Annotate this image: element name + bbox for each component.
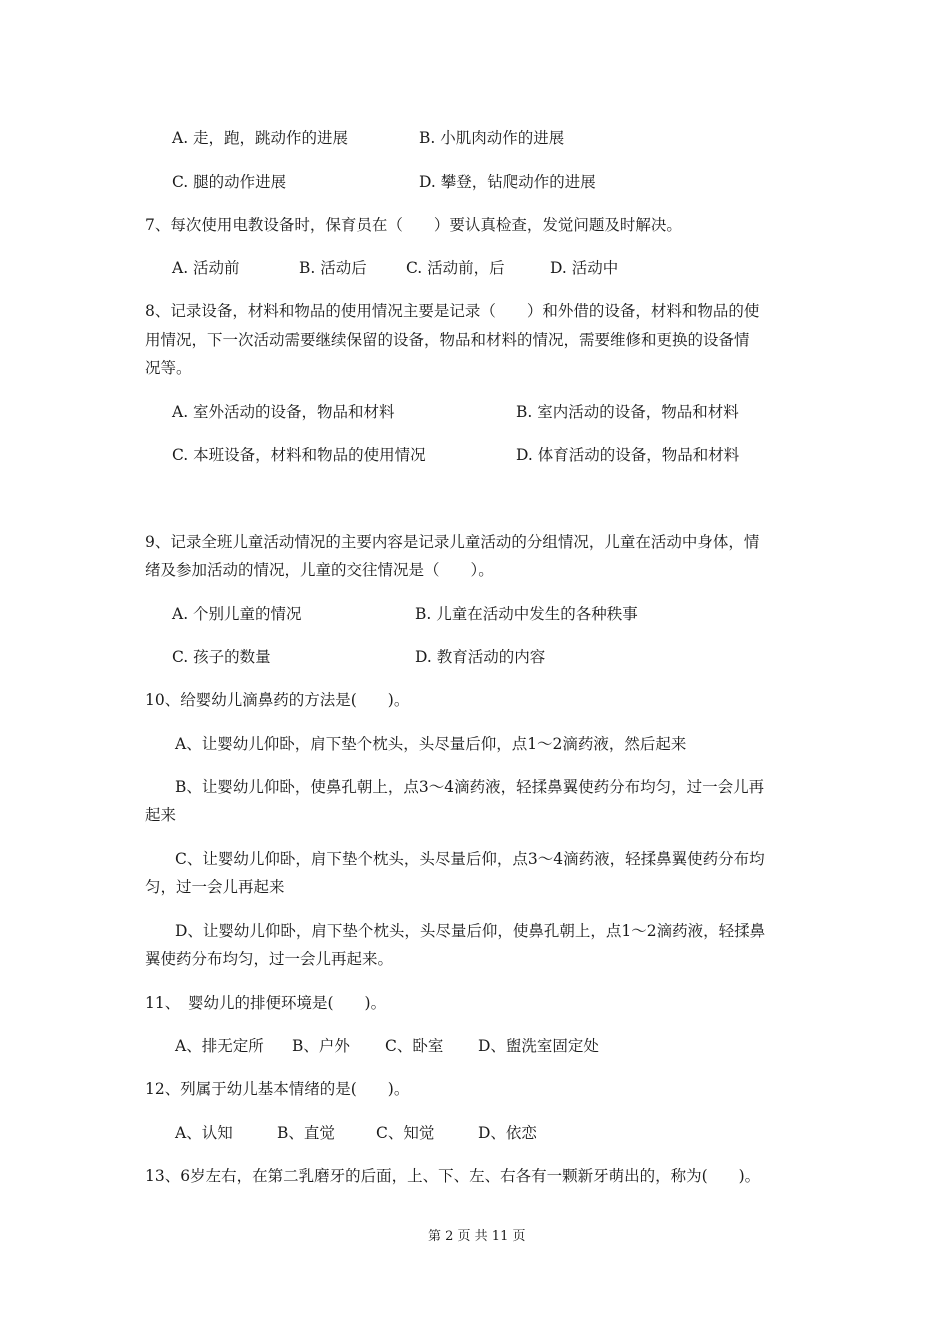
q8-question-line2: 用情况，下一次活动需要继续保留的设备，物品和材料的情况，需要维修和更换的设备情 [145,331,750,349]
q7-option-b: B. 活动后 [299,259,367,277]
q11-option-d: D、盥洗室固定处 [478,1037,599,1055]
q7-question: 7、每次使用电教设备时，保育员在（ ）要认真检查，发觉问题及时解决。 [145,216,682,234]
q8-option-b: B. 室内活动的设备，物品和材料 [516,403,739,421]
q9-question-line1: 9、记录全班儿童活动情况的主要内容是记录儿童活动的分组情况，儿童在活动中身体，情 [145,533,760,551]
page-footer: 第 2 页 共 11 页 [428,1229,526,1244]
q7-option-c: C. 活动前，后 [406,259,505,277]
q11-option-c: C、卧室 [385,1037,444,1055]
q8-option-a: A. 室外活动的设备，物品和材料 [172,403,395,421]
q11-question: 11、 婴幼儿的排便环境是( )。 [145,994,387,1012]
q8-option-c: C. 本班设备，材料和物品的使用情况 [172,446,426,464]
q12-option-d: D、依恋 [478,1124,537,1142]
q10-option-c-line2: 匀，过一会儿再起来 [145,878,285,896]
q8-question-line1: 8、记录设备，材料和物品的使用情况主要是记录（ ）和外借的设备，材料和物品的使 [145,302,760,320]
q12-option-b: B、直觉 [277,1124,335,1142]
q6-option-a: A. 走，跑，跳动作的进展 [172,129,349,147]
q8-option-d: D. 体育活动的设备，物品和材料 [516,446,740,464]
q10-option-b-line2: 起来 [145,806,177,824]
q13-question: 13、6岁左右，在第二乳磨牙的后面，上、下、左、右各有一颗新牙萌出的，称为( )。 [145,1167,761,1185]
q9-option-d: D. 教育活动的内容 [415,648,546,666]
q12-option-a: A、认知 [175,1124,233,1142]
q8-question-line3: 况等。 [145,359,192,377]
q12-question: 12、列属于幼儿基本情绪的是( )。 [145,1080,410,1098]
q9-option-b: B. 儿童在活动中发生的各种秩事 [415,605,638,623]
q10-option-c-line1: C、让婴幼儿仰卧，肩下垫个枕头，头尽量后仰，点3～4滴药液，轻揉鼻翼使药分布均 [175,850,765,868]
q9-option-a: A. 个别儿童的情况 [172,605,302,623]
q10-option-d-line1: D、让婴幼儿仰卧，肩下垫个枕头，头尽量后仰，使鼻孔朝上，点1～2滴药液，轻揉鼻 [175,922,766,940]
q7-option-d: D. 活动中 [550,259,619,277]
q10-option-a: A、让婴幼儿仰卧，肩下垫个枕头，头尽量后仰，点1～2滴药液，然后起来 [175,735,687,753]
q10-question: 10、给婴幼儿滴鼻药的方法是( )。 [145,691,410,709]
q6-option-b: B. 小肌肉动作的进展 [419,129,565,147]
q10-option-b-line1: B、让婴幼儿仰卧，使鼻孔朝上，点3～4滴药液，轻揉鼻翼使药分布均匀，过一会儿再 [175,778,765,796]
q6-option-c: C. 腿的动作进展 [172,173,287,191]
q11-option-b: B、户外 [292,1037,350,1055]
q9-option-c: C. 孩子的数量 [172,648,271,666]
q10-option-d-line2: 翼使药分布均匀，过一会儿再起来。 [145,950,394,968]
q7-option-a: A. 活动前 [172,259,240,277]
q6-option-d: D. 攀登，钻爬动作的进展 [419,173,596,191]
q12-option-c: C、知觉 [376,1124,435,1142]
q11-option-a: A、排无定所 [175,1037,264,1055]
q9-question-line2: 绪及参加活动的情况，儿童的交往情况是（ ）。 [145,561,494,579]
